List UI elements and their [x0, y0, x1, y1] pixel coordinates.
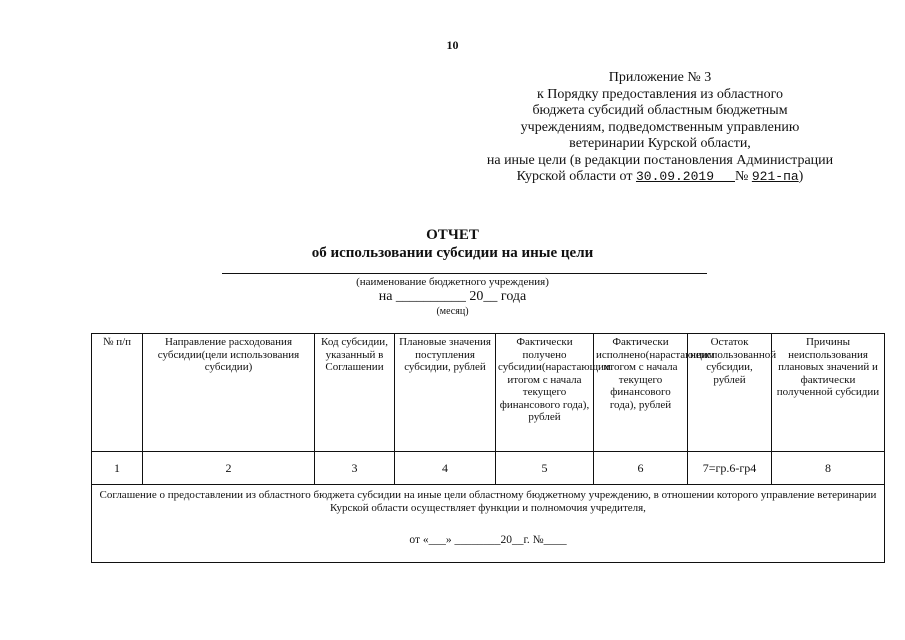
header-cell-remainder: Остаток неиспользованной субсидии, рублей	[688, 334, 772, 452]
agreement-reference: от «___» ________20__г. №____	[409, 534, 567, 546]
institution-name-line	[222, 273, 707, 274]
appendix-line: бюджета субсидий областным бюджетным	[532, 103, 788, 118]
resolution-number: 921-па	[751, 169, 799, 184]
appendix-resolution-line	[440, 169, 880, 186]
report-title-main: ОТЧЕТ	[426, 227, 479, 243]
column-number-cell: 6	[594, 452, 688, 485]
header-cell-direction: Направление расходования субсидии(цели использования субсидии)	[143, 334, 315, 452]
report-period: на __________ 20__ года	[378, 289, 527, 304]
agreement-cell	[92, 485, 885, 563]
resolution-suffix: )	[798, 169, 804, 184]
appendix-line: к Порядку предоставления из областного	[536, 86, 784, 102]
institution-caption: (наименование бюджетного учреждения)	[356, 276, 549, 288]
header-cell-reasons: Причины неиспользования плановых значений и фактически полученной субсидии	[772, 334, 885, 452]
appendix-line: на иные цели (в редакции постановления Администрации	[486, 152, 834, 168]
column-number-cell: 5	[496, 452, 594, 485]
column-number-cell: 4	[395, 452, 496, 485]
table-numbering-row	[92, 452, 885, 485]
appendix-line: Приложение № 3	[608, 70, 712, 85]
report-title	[0, 226, 905, 262]
table-header-row	[92, 334, 885, 452]
agreement-row	[92, 485, 885, 563]
page-number: 10	[446, 38, 459, 52]
agreement-text: Соглашение о предоставлении из областного бюджета субсидии на иные цели областному бюджетному учреждению, в отношении которого управление ветеринарии Курской области осуществляет функции и полномочия учредителя,	[99, 489, 877, 514]
header-cell-received: Фактически получено субсидии(нарастающим итогом с начала текущего финансового года), рублей	[496, 334, 594, 452]
header-cell-number: № п/п	[92, 334, 143, 452]
report-title-sub: об использовании субсидии на иные цели	[311, 245, 594, 261]
column-number-cell: 7=гр.6-гр4	[688, 452, 772, 485]
appendix-prefix: Курской области от	[516, 169, 636, 184]
header-cell-code: Код субсидии, указанный в Соглашении	[315, 334, 395, 452]
column-number-cell: 1	[92, 452, 143, 485]
appendix-line: учреждениям, подведомственным управлению	[520, 119, 800, 135]
resolution-number-prefix: №	[735, 169, 752, 184]
column-number-cell: 3	[315, 452, 395, 485]
resolution-date: 30.09.2019	[635, 169, 714, 184]
month-caption: (месяц)	[436, 306, 469, 317]
appendix-line: ветеринарии Курской области,	[569, 136, 751, 151]
header-cell-planned: Плановые значения поступления субсидии, рублей	[395, 334, 496, 452]
report-table	[91, 333, 885, 563]
appendix-header	[440, 70, 880, 186]
column-number-cell: 2	[143, 452, 315, 485]
column-number-cell: 8	[772, 452, 885, 485]
header-cell-executed: Фактически исполнено(нарастающим итогом с начала текущего финансового года), рублей	[594, 334, 688, 452]
